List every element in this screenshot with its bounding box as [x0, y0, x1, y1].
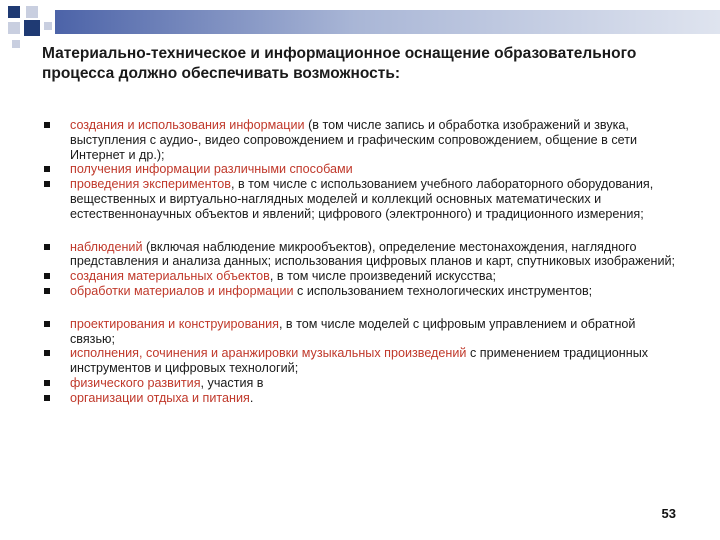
corner-square-1 [8, 6, 20, 18]
corner-square-2 [26, 6, 38, 18]
square-bullet-icon [44, 288, 50, 294]
list-item-text: (в том числе запись и обработка изображений и звука, выступления с аудио-, видео сопровождением и графическим сопровождением, общение в сети Интернет и др.); [70, 118, 638, 162]
list-item-highlight: организации отдыха и питания [70, 390, 250, 405]
list-item-text: с применением традиционных инструментов и цифровых технологий; [70, 346, 649, 376]
page-number: 53 [661, 506, 676, 521]
list-item [42, 346, 682, 376]
slide-title: Материально-техническое и информационное оснащение образовательного процесса должно обеспечивать возможность: [42, 45, 637, 82]
square-bullet-icon [44, 244, 50, 250]
list-item-highlight: создания и использования информации [70, 118, 305, 132]
square-bullet-icon [44, 122, 50, 128]
list-item [42, 284, 682, 299]
list-item-highlight: наблюдений [70, 239, 143, 254]
corner-square-4 [24, 20, 40, 36]
list-item [42, 177, 682, 221]
list-item-highlight: исполнения, сочинения и аранжировки музыкальных произведений [70, 346, 467, 361]
list-item [42, 118, 682, 162]
list-item-text: . [249, 390, 254, 405]
list-item-highlight: получения информации различными способами [70, 162, 353, 177]
list-item-text: с использованием технологических инструментов; [293, 283, 593, 298]
list-item-text: , в том числе моделей с цифровым управлением и обратной связью; [70, 316, 636, 346]
list-item [42, 317, 682, 347]
header-bar [55, 10, 720, 34]
list-item-text: (включая наблюдение микрообъектов), определение местонахождения, наглядного представления и анализа данных; использования цифровых планов и карт, спутниковых изображений; [70, 239, 676, 269]
list-item-highlight: проведения экспериментов [70, 177, 231, 192]
list-item [42, 269, 682, 284]
corner-square-5 [44, 22, 52, 30]
square-bullet-icon [44, 321, 50, 327]
corner-square-6 [12, 40, 20, 48]
list-item-highlight: обработки материалов и информации [70, 283, 294, 298]
square-bullet-icon [44, 273, 50, 279]
square-bullet-icon [44, 350, 50, 356]
square-bullet-icon [44, 181, 50, 187]
list-item-text: , в том числе с использованием учебного лабораторного оборудования, вещественных и виртуально-наглядных моделей и коллекций основных математических и естественнонаучных объектов и явлений; цифрового (электронного) и традиционного измерения; [70, 177, 654, 221]
square-bullet-icon [44, 380, 50, 386]
list-item-highlight: создания материальных объектов [70, 269, 270, 284]
list-item [42, 162, 682, 177]
bullet-list [42, 118, 682, 406]
list-item [42, 391, 682, 406]
list-item-highlight: проектирования и конструирования [70, 316, 279, 331]
square-bullet-icon [44, 395, 50, 401]
list-item-highlight: физического развития [70, 375, 201, 390]
list-item [42, 376, 682, 391]
list-item-text: , участия в [200, 375, 264, 390]
list-item [42, 240, 682, 270]
corner-square-3 [8, 22, 20, 34]
square-bullet-icon [44, 166, 50, 172]
list-item-text: , в том числе произведений искусства; [269, 269, 496, 284]
